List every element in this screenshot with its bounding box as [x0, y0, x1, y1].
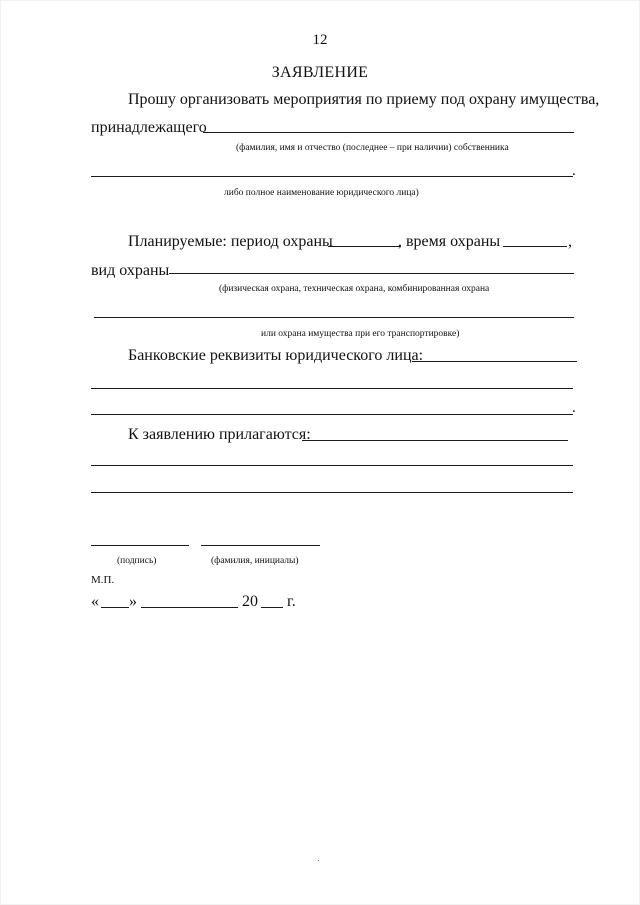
date-quote-close: »	[129, 593, 137, 610]
date-day-field[interactable]	[101, 607, 129, 608]
attachments-field[interactable]	[302, 440, 568, 441]
guard-type-hint-line1: (физическая охрана, техническая охрана, комбинированная охрана	[219, 284, 490, 294]
guard-period-field[interactable]	[328, 246, 400, 247]
bank-details-label: Банковские реквизиты юридического лица:	[128, 347, 424, 364]
document-title: ЗАЯВЛЕНИЕ	[271, 64, 369, 81]
signature-field[interactable]	[91, 545, 189, 546]
planned-period-label: Планируемые: период охраны	[128, 233, 333, 250]
bank-details-field[interactable]	[412, 361, 577, 362]
guard-type-hint-line2: или охрана имущества при его транспортировке)	[261, 329, 460, 339]
date-quote-open: «	[91, 593, 99, 610]
stamp-place-label: М.П.	[91, 574, 115, 586]
guard-time-comma: ,	[568, 233, 572, 250]
attachments-label: К заявлению прилагаются:	[128, 426, 311, 443]
owner-period: .	[572, 163, 576, 179]
date-year-suffix: г.	[287, 593, 296, 610]
request-line: Прошу организовать мероприятия по приему под охрану имущества,	[128, 91, 600, 108]
scan-speck	[318, 860, 319, 861]
owner-hint-line2: либо полное наименование юридического лица)	[224, 188, 419, 198]
bank-details-field-2[interactable]	[91, 388, 573, 389]
name-initials-field[interactable]	[201, 545, 320, 546]
name-initials-hint: (фамилия, инициалы)	[211, 556, 299, 566]
owner-field-line[interactable]	[203, 132, 574, 133]
owner-field-line-2[interactable]	[91, 176, 573, 177]
page-number: 12	[312, 32, 328, 48]
guard-type-field-2[interactable]	[94, 317, 574, 318]
bank-details-field-3[interactable]	[91, 414, 573, 415]
guard-type-field[interactable]	[169, 273, 574, 274]
signature-hint: (подпись)	[117, 556, 157, 566]
guard-time-label: , время охраны	[398, 233, 501, 250]
guard-time-field[interactable]	[503, 246, 567, 247]
date-month-field[interactable]	[141, 607, 238, 608]
belonging-label: принадлежащего	[91, 119, 207, 136]
owner-hint-line1: (фамилия, имя и отчество (последнее – при наличии) собственника	[236, 143, 509, 153]
date-year-prefix: 20	[242, 593, 258, 610]
bank-details-period: .	[572, 400, 576, 416]
attachments-field-2[interactable]	[91, 465, 573, 466]
attachments-field-3[interactable]	[91, 492, 573, 493]
date-year-field[interactable]	[261, 607, 283, 608]
guard-type-label: вид охраны	[91, 262, 170, 279]
